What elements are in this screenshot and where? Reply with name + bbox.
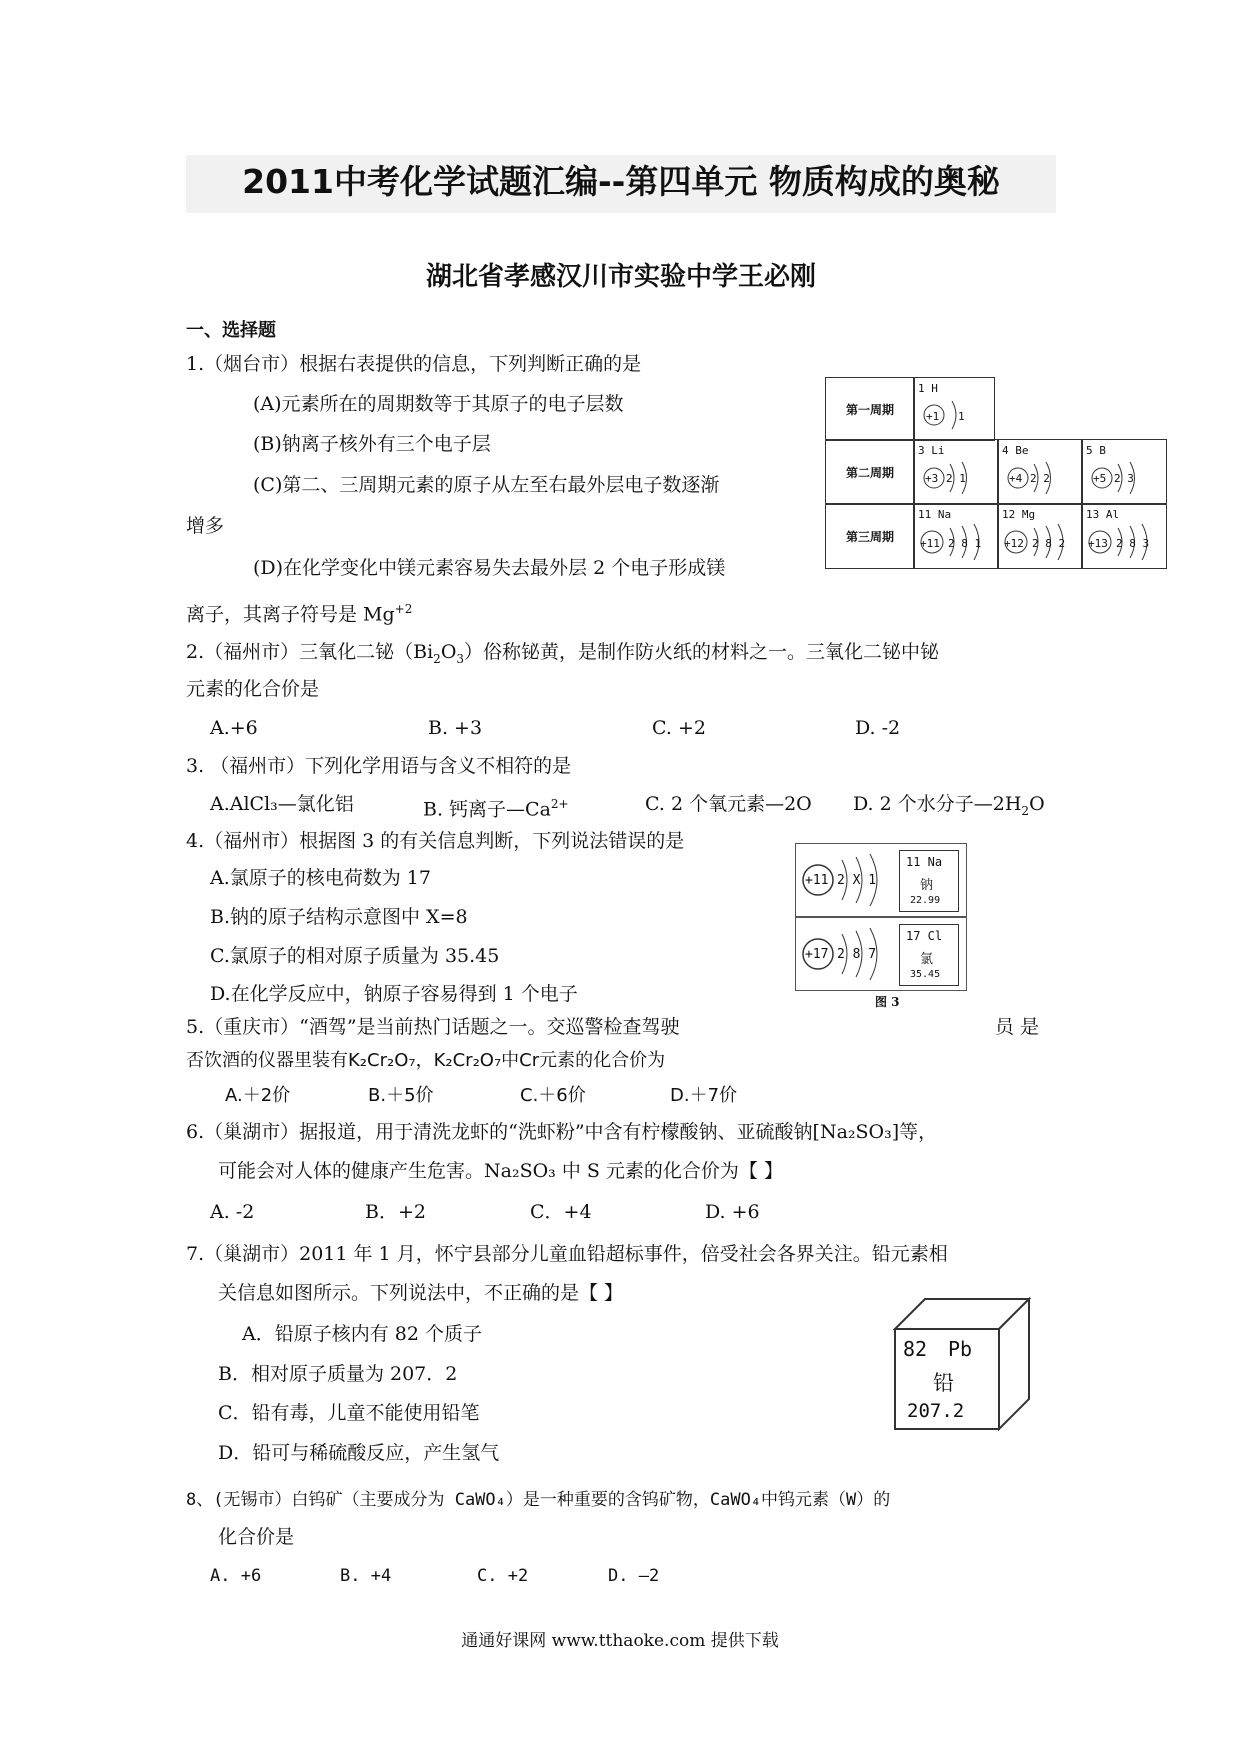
footer-source: 通通好课网 www.tthaoke.com 提供下载: [461, 1631, 779, 1651]
q8-stem-line2: 化合价是: [218, 1526, 295, 1548]
q5-stem-line2: 否饮酒的仪器里装有K₂Cr₂O₇，K₂Cr₂O₇中Cr元素的化合价为: [186, 1050, 666, 1071]
q6-option-b: B．+2: [365, 1201, 426, 1223]
q6-option-c: C．+4: [530, 1201, 592, 1223]
lead-element-cube: [893, 1295, 1033, 1439]
element-be: 4 Be +4 2 2: [997, 439, 1083, 505]
q7-stem-line2: 关信息如图所示。下列说法中，不正确的是【 】: [218, 1282, 624, 1304]
pb-mass: 207.2: [907, 1400, 965, 1422]
period-2-label: 第二周期: [825, 439, 915, 505]
period-1-label: 第一周期: [825, 377, 915, 441]
q5-stem-line1-a: 5.（重庆市）“酒驾”是当前热门话题之一。交巡警检查驾驶: [186, 1016, 680, 1038]
q7-option-a: A．铅原子核内有 82 个质子: [242, 1323, 482, 1345]
q7-stem-line1: 7.（巢湖市）2011 年 1 月，怀宁县部分儿童血铅超标事件，倍受社会各界关注。铅元素相: [186, 1243, 948, 1265]
q1-option-a: (A)元素所在的周期数等于其原子的电子层数: [253, 393, 624, 415]
cl-element-card: 17 Cl 氯 35.45: [899, 924, 959, 986]
q1-stem: 1.（烟台市）根据右表提供的信息，下列判断正确的是: [186, 353, 642, 375]
element-al: 13 Al +13 2 8 3: [1081, 503, 1167, 569]
q3-option-a: A.AlCl₃—氯化铝: [210, 793, 354, 815]
q7-option-b: B．相对原子质量为 207．2: [218, 1363, 458, 1385]
q2-option-c: C. +2: [652, 717, 706, 739]
fig3-cl-panel: +17 2 8 7 17 Cl 氯 35.45: [795, 917, 967, 991]
q4-stem: 4.（福州市）根据图 3 的有关信息判断，下列说法错误的是: [186, 830, 685, 852]
figure-3: [795, 843, 965, 1009]
element-mg: 12 Mg +12 2 8 2: [997, 503, 1083, 569]
q3-option-c: C. 2 个氧元素—2O: [645, 793, 812, 815]
q6-stem-line2: 可能会对人体的健康产生危害。Na₂SO₃ 中 S 元素的化合价为【 】: [218, 1160, 783, 1182]
element-li: 3 Li +3 2 1: [913, 439, 999, 505]
q3-option-b: B. 钙离子$—Ca^{2+}$: [423, 797, 569, 821]
q4-option-c: C.氯原子的相对原子质量为 35.45: [210, 945, 500, 967]
q8-option-b: B. +4: [340, 1566, 392, 1586]
q5-stem-line1-b: 员 是: [995, 1016, 1040, 1038]
q4-option-a: A.氯原子的核电荷数为 17: [210, 867, 431, 889]
q1-option-b: (B)钠离子核外有三个电子层: [253, 433, 491, 455]
q8-stem-line1: 8、(无锡市）白钨矿（主要成分为 CaWO₄）是一种重要的含钨矿物，CaWO₄中钨元素（W）的: [186, 1490, 891, 1510]
q2-stem-line2: 元素的化合价是: [186, 678, 320, 700]
q4-option-d: D.在化学反应中，钠原子容易得到 1 个电子: [210, 983, 578, 1005]
q8-option-c: C. +2: [477, 1566, 529, 1586]
q6-option-a: A. -2: [210, 1201, 255, 1223]
q6-option-d: D. +6: [705, 1201, 760, 1223]
na-element-card: 11 Na 钠 22.99: [899, 850, 959, 912]
page-title: 2011中考化学试题汇编--第四单元 物质构成的奥秘: [242, 162, 1000, 201]
pb-number: 82: [903, 1337, 928, 1361]
figure-3-caption: 图 3: [875, 995, 900, 1009]
q2-option-d: D. -2: [855, 717, 901, 739]
q1-option-c-line2: 增多: [186, 515, 225, 537]
fig3-na-panel: +11 2 X 1 11 Na 钠 22.99: [795, 843, 967, 917]
q1-option-d-line1: (D)在化学变化中镁元素容易失去最外层 2 个电子形成镁: [253, 557, 726, 579]
period-3-label: 第三周期: [825, 503, 915, 569]
q5-option-a: A.＋2价: [225, 1085, 291, 1106]
q6-stem-line1: 6.（巢湖市）据报道，用于清洗龙虾的“洗虾粉”中含有柠檬酸钠、亚硫酸钠[Na₂SO₃]等，: [186, 1121, 938, 1143]
q2-option-a: A.+6: [210, 717, 258, 739]
q1-option-d-line2: 离子，其离子符号是 $Mg^{+2}$: [186, 602, 413, 626]
q5-option-c: C.＋6价: [520, 1085, 586, 1106]
q4-option-b: B.钠的原子结构示意图中 X=8: [210, 906, 468, 928]
q1-option-c-line1: (C)第二、三周期元素的原子从左至右最外层电子数逐渐: [253, 474, 720, 496]
periodic-table-figure: [825, 377, 1165, 567]
q3-stem: 3. （福州市）下列化学用语与含义不相符的是: [186, 755, 572, 777]
q8-option-a: A. +6: [210, 1566, 262, 1586]
section-heading: 一、选择题: [186, 320, 276, 341]
q7-option-c: C．铅有毒，儿童不能使用铅笔: [218, 1402, 480, 1424]
author-line: 湖北省孝感汉川市实验中学王必刚: [425, 262, 816, 292]
element-na: 11 Na +11 2 8 1: [913, 503, 999, 569]
pb-name: 铅: [933, 1371, 954, 1395]
element-b: 5 B +5 2 3: [1081, 439, 1167, 505]
q3-option-d: D. 2 个水分子$—2H_2O$: [853, 793, 1045, 818]
q8-option-d: D. —2: [608, 1566, 660, 1586]
q7-option-d: D．铅可与稀硫酸反应，产生氢气: [218, 1442, 500, 1464]
pb-symbol: Pb: [948, 1337, 973, 1361]
q5-option-b: B.＋5价: [368, 1085, 434, 1106]
q2-option-b: B. +3: [428, 717, 483, 739]
element-h: 1 H +1 1: [913, 377, 995, 441]
q5-option-d: D.＋7价: [670, 1085, 738, 1106]
q2-stem-line1: 2.（福州市）三氧化二铋$(Bi_2O_3)$俗称铋黄，是制作防火纸的材料之一。三氧化二铋中铋: [186, 641, 940, 666]
